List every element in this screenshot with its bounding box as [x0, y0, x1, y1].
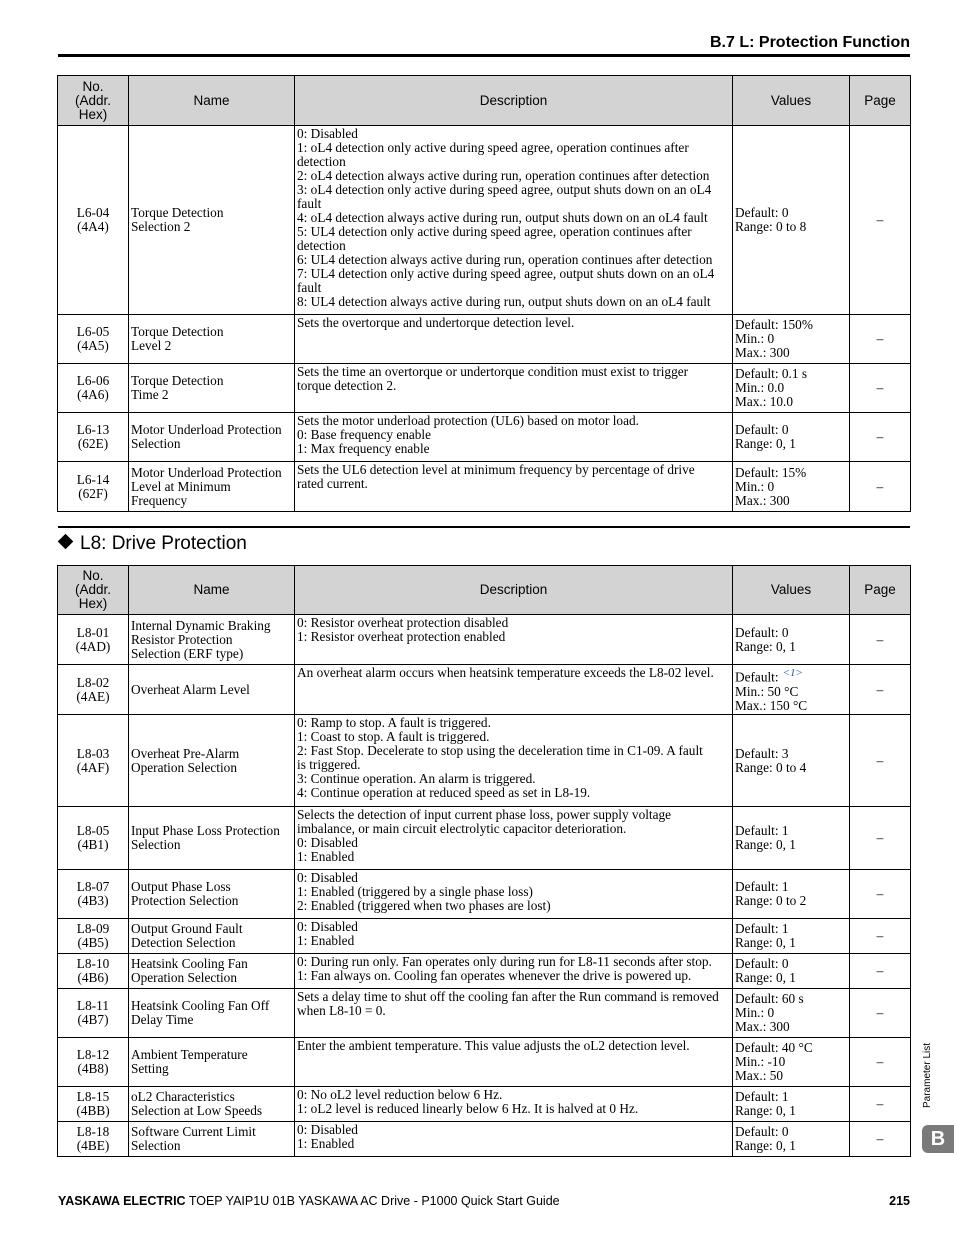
param-value-line: Min.: 0 [735, 1005, 775, 1020]
param-value-line: Default: 150% [735, 317, 813, 332]
param-number-cell [58, 1122, 129, 1157]
param-name-cell [129, 807, 295, 870]
param-number: L8-02 [76, 674, 110, 690]
param-address: (4A5) [77, 338, 109, 353]
param-description-line: imbalance, or main circuit electrolytic capacitor deterioration. [297, 821, 627, 836]
param-description-cell [295, 807, 733, 870]
col-header-no: No. (Addr. Hex) [58, 566, 129, 615]
param-values-cell [733, 1038, 850, 1087]
param-number: L6-14 [76, 471, 110, 487]
header-rule [58, 54, 910, 57]
param-name-cell [129, 954, 295, 989]
param-page-cell: – [850, 615, 911, 665]
param-name-line: Output Phase Loss [131, 879, 231, 894]
param-number-cell [58, 989, 129, 1038]
param-name-cell [129, 462, 295, 512]
param-description-line: 1: Enabled [297, 849, 355, 864]
param-description-line: Sets the time an overtorque or undertorque condition must exist to trigger [297, 364, 689, 379]
param-description-line: 0: Disabled [297, 835, 358, 850]
param-name-cell [129, 315, 295, 364]
param-number: L6-04 [76, 205, 110, 220]
param-name-line: Selection at Low Speeds [131, 1103, 263, 1118]
param-number-cell [58, 807, 129, 870]
param-number-cell [58, 126, 129, 315]
param-description-line: 3: oL4 detection only active during speed agree, output shuts down on an oL4 [297, 182, 712, 197]
param-number: L8-05 [76, 823, 110, 838]
param-number-cell [58, 919, 129, 954]
param-name-line: Frequency [131, 492, 188, 508]
l6-parameter-table [57, 75, 911, 512]
param-description-line: 1: Enabled [297, 1136, 355, 1151]
param-value-line: Range: 0 to 8 [735, 219, 807, 234]
param-address: (4B8) [77, 1061, 109, 1076]
param-value-line: Min.: 0 [735, 331, 775, 346]
footer-brand: YASKAWA ELECTRIC [58, 1194, 186, 1208]
param-value-line: Default: 0 [735, 956, 789, 971]
param-value-line: Range: 0, 1 [735, 638, 796, 654]
param-values-cell [733, 413, 850, 462]
param-address: (62E) [77, 436, 109, 451]
param-address: (4B6) [77, 970, 109, 985]
param-description-line: 1: Fan always on. Cooling fan operates whenever the drive is powered up. [297, 968, 692, 983]
param-address: (4B7) [77, 1012, 109, 1027]
param-name-line: Selection [131, 1138, 181, 1153]
param-value-line: Default: 15% [735, 464, 807, 480]
param-description-cell [295, 1122, 733, 1157]
param-address: (4A6) [77, 387, 109, 402]
param-description-line: fault [297, 196, 322, 211]
param-description-line: 8: UL4 detection always active during run, output shuts down on an oL4 fault [297, 294, 711, 309]
param-values-cell [733, 807, 850, 870]
param-description-line: 4: oL4 detection always active during run, output shuts down on an oL4 fault [297, 210, 708, 225]
diamond-bullet-icon [58, 534, 74, 550]
param-values-cell [733, 315, 850, 364]
param-name-line: Motor Underload Protection [131, 464, 282, 480]
param-number-cell [58, 665, 129, 715]
param-name-line: Detection Selection [131, 935, 236, 950]
footer-text [58, 1194, 560, 1208]
param-number: L8-01 [76, 624, 110, 640]
param-values-cell [733, 462, 850, 512]
param-description-line: rated current. [297, 476, 368, 491]
param-value-line: Range: 0 to 4 [735, 759, 807, 775]
param-value-line: Default: 1 [735, 823, 789, 838]
col-header-description: Description [295, 76, 733, 126]
param-number: L8-18 [76, 1124, 110, 1139]
param-description-line: 6: UL4 detection always active during run, operation continues after detection [297, 252, 713, 267]
param-description-line: 1: oL2 level is reduced linearly below 6 Hz. It is halved at 0 Hz. [297, 1101, 639, 1116]
param-description-cell [295, 919, 733, 954]
param-name-cell [129, 715, 295, 807]
param-value-line: Max.: 300 [735, 1019, 790, 1034]
param-value-line: Default: 0 [735, 1124, 789, 1139]
table-header-row [58, 566, 911, 615]
col-header-page: Page [850, 76, 911, 126]
param-page-cell: – [850, 126, 911, 315]
param-name-line: Protection Selection [131, 893, 239, 908]
param-page-cell: – [850, 413, 911, 462]
param-values-cell [733, 126, 850, 315]
param-description-line: 0: Resistor overheat protection disabled [297, 615, 509, 630]
param-values-cell [733, 919, 850, 954]
param-name-cell [129, 665, 295, 715]
col-header-values: Values [733, 76, 850, 126]
table-row [58, 1087, 911, 1122]
param-value-line: Range: 0 to 2 [735, 893, 807, 908]
param-description-cell [295, 413, 733, 462]
param-address: (4AF) [76, 759, 110, 775]
table-row [58, 126, 911, 315]
param-description-line: detection [297, 238, 346, 253]
param-name-cell [129, 919, 295, 954]
param-number: L8-11 [76, 998, 109, 1013]
l8-section-heading [58, 532, 247, 556]
param-number-cell [58, 1038, 129, 1087]
param-value-line: Range: 0, 1 [735, 1103, 796, 1118]
param-name-line: Level at Minimum [131, 478, 231, 494]
param-name-line: Time 2 [131, 387, 169, 402]
param-number: L6-06 [76, 373, 110, 388]
param-value-line: Range: 0, 1 [735, 935, 796, 950]
param-description-cell [295, 315, 733, 364]
param-description-line: 0: Ramp to stop. A fault is triggered. [297, 715, 491, 730]
param-page-cell: – [850, 665, 911, 715]
param-description-line: 3: Continue operation. An alarm is triggered. [297, 771, 536, 786]
param-description-line: Sets the UL6 detection level at minimum frequency by percentage of drive [297, 462, 695, 477]
param-description-line: 1: oL4 detection only active during speed agree, operation continues after [297, 140, 689, 155]
param-number-cell [58, 954, 129, 989]
param-name-line: Selection [131, 436, 181, 451]
col-header-name: Name [129, 566, 295, 615]
param-name-line: Internal Dynamic Braking [131, 617, 271, 633]
param-value-line: Range: 0, 1 [735, 1138, 796, 1153]
param-value-line: Default: 0.1 s [735, 366, 808, 381]
param-number: L8-07 [76, 879, 110, 894]
param-value-line: Range: 0, 1 [735, 436, 796, 451]
table-row [58, 615, 911, 665]
param-page-cell: – [850, 1038, 911, 1087]
table-row [58, 315, 911, 364]
param-name-cell [129, 126, 295, 315]
param-description-cell [295, 615, 733, 665]
param-address: (4B1) [77, 837, 109, 852]
param-name-line: Operation Selection [131, 970, 237, 985]
param-description-line: 1: Coast to stop. A fault is triggered. [297, 729, 490, 744]
col-header-page: Page [850, 566, 911, 615]
param-address: (4B5) [77, 935, 109, 950]
param-name-cell [129, 413, 295, 462]
param-page-cell: – [850, 364, 911, 413]
table-row [58, 413, 911, 462]
param-description-cell [295, 665, 733, 715]
param-description-line: Selects the detection of input current phase loss, power supply voltage [297, 807, 672, 822]
l8-parameter-table [57, 565, 911, 1157]
param-name-cell [129, 1087, 295, 1122]
param-page-cell: – [850, 1087, 911, 1122]
table-row [58, 1122, 911, 1157]
param-description-line: Sets the motor underload protection (UL6) based on motor load. [297, 413, 639, 428]
param-name-line: Heatsink Cooling Fan Off [131, 998, 270, 1013]
param-value-line: Default: 40 °C [735, 1040, 813, 1055]
param-name-line: Resistor Protection [131, 631, 233, 647]
param-page-cell: – [850, 1122, 911, 1157]
param-description-line: is triggered. [297, 757, 361, 772]
param-description-cell [295, 462, 733, 512]
param-values-cell [733, 615, 850, 665]
param-address: (4B3) [77, 893, 109, 908]
table-row [58, 665, 911, 715]
param-description-line: detection [297, 154, 346, 169]
param-value-line: Max.: 150 °C [735, 697, 808, 713]
param-value-line: Default: 1 [735, 1089, 789, 1104]
param-description-line: 1: Enabled [297, 933, 355, 948]
param-value-line: Max.: 10.0 [735, 394, 793, 409]
param-number: L8-12 [76, 1047, 110, 1062]
param-page-cell: – [850, 919, 911, 954]
table-row [58, 807, 911, 870]
param-value-line: Default: 1 [735, 921, 789, 936]
param-name-cell [129, 1122, 295, 1157]
param-description-cell [295, 1038, 733, 1087]
param-number-cell [58, 1087, 129, 1122]
param-description-line: 0: Disabled [297, 870, 358, 885]
param-value-line: Default: 1 [735, 879, 789, 894]
param-description-line: 2: Enabled (triggered when two phases are lost) [297, 898, 551, 913]
param-description-line: 2: oL4 detection always active during run, operation continues after detection [297, 168, 710, 183]
param-description-line: 4: Continue operation at reduced speed as set in L8-19. [297, 785, 591, 800]
param-name-line: Motor Underload Protection [131, 422, 282, 437]
param-description-line: fault [297, 280, 322, 295]
section-header-title: B.7 L: Protection Function [710, 34, 910, 51]
param-name-line: Torque Detection [131, 205, 224, 220]
param-description-line: 5: UL4 detection only active during speed agree, operation continues after [297, 224, 692, 239]
param-page-cell: – [850, 989, 911, 1038]
col-header-description: Description [295, 566, 733, 615]
footer-page-number: 215 [889, 1194, 910, 1208]
param-description-line: 0: Base frequency enable [297, 427, 432, 442]
param-description-line: Sets a delay time to shut off the cooling fan after the Run command is removed [297, 989, 719, 1004]
param-values-cell [733, 1087, 850, 1122]
param-name-line: Overheat Pre-Alarm [131, 745, 240, 761]
param-number-cell [58, 462, 129, 512]
param-values-cell [733, 870, 850, 919]
param-description-line: 0: No oL2 level reduction below 6 Hz. [297, 1087, 503, 1102]
param-description-line: 1: Resistor overheat protection enabled [297, 629, 506, 644]
param-address: (62F) [78, 485, 108, 501]
param-value-line: Min.: 0.0 [735, 380, 785, 395]
param-name-line: Heatsink Cooling Fan [131, 956, 248, 971]
param-name-line: Torque Detection [131, 373, 224, 388]
table-header-row [58, 76, 911, 126]
param-value-line: Default: $^{<1>}$ [735, 667, 803, 685]
param-name-cell [129, 870, 295, 919]
param-value-line: Range: 0, 1 [735, 970, 796, 985]
section-rule [58, 526, 910, 528]
param-description-line: 1: Enabled (triggered by a single phase loss) [297, 884, 533, 899]
param-number: L8-03 [76, 745, 110, 761]
param-number: L6-05 [76, 324, 110, 339]
param-number-cell [58, 315, 129, 364]
param-values-cell [733, 665, 850, 715]
param-description-line: 0: Disabled [297, 126, 358, 141]
param-number-cell [58, 870, 129, 919]
col-header-no: No. (Addr. Hex) [58, 76, 129, 126]
param-description-line: 0: Disabled [297, 1122, 358, 1137]
param-value-line: Min.: 0 [735, 478, 775, 494]
param-name-line: Setting [131, 1061, 169, 1076]
param-address: (4BB) [76, 1103, 110, 1118]
table-row [58, 870, 911, 919]
param-value-line: Default: 0 [735, 205, 789, 220]
table-row [58, 1038, 911, 1087]
param-number-cell [58, 364, 129, 413]
param-number-cell [58, 615, 129, 665]
param-value-line: Default: 3 [735, 745, 789, 761]
param-name-line: Selection [131, 837, 181, 852]
param-page-cell: – [850, 870, 911, 919]
param-description-cell [295, 715, 733, 807]
param-name-line: Software Current Limit [131, 1124, 256, 1139]
param-name-line: Ambient Temperature [131, 1047, 248, 1062]
param-page-cell: – [850, 807, 911, 870]
param-number-cell [58, 413, 129, 462]
param-value-line: Max.: 300 [735, 345, 790, 360]
param-values-cell [733, 954, 850, 989]
footnote-reference[interactable]: <1> [782, 667, 803, 680]
param-name-line: Output Ground Fault [131, 921, 243, 936]
param-address: (4BE) [76, 1138, 110, 1153]
param-description-cell [295, 364, 733, 413]
param-name-line: Operation Selection [131, 759, 237, 775]
col-header-name: Name [129, 76, 295, 126]
param-name-line: Overheat Alarm Level [131, 681, 250, 697]
param-values-cell [733, 1122, 850, 1157]
param-description-cell [295, 870, 733, 919]
param-value-line: Default: 60 s [735, 991, 804, 1006]
param-description-line: Enter the ambient temperature. This value adjusts the oL2 detection level. [297, 1038, 690, 1053]
param-description-line: torque detection 2. [297, 378, 397, 393]
param-page-cell: – [850, 315, 911, 364]
param-description-line: 0: Disabled [297, 919, 358, 934]
param-description-cell [295, 989, 733, 1038]
param-value-line: Max.: 50 [735, 1068, 784, 1083]
param-address: (4A4) [77, 219, 109, 234]
param-description-cell [295, 954, 733, 989]
param-number: L8-10 [76, 956, 110, 971]
table-row [58, 989, 911, 1038]
param-number: L8-15 [76, 1089, 110, 1104]
param-description-cell [295, 1087, 733, 1122]
param-value-line: Min.: -10 [735, 1054, 786, 1069]
param-value-line: Min.: 50 °C [735, 683, 799, 699]
footer-doc-title: TOEP YAIP1U 01B YASKAWA AC Drive - P1000 Quick Start Guide [185, 1194, 560, 1208]
param-value-line: Range: 0, 1 [735, 837, 796, 852]
col-header-values: Values [733, 566, 850, 615]
param-name-line: Level 2 [131, 338, 172, 353]
param-name-cell [129, 989, 295, 1038]
param-values-cell [733, 989, 850, 1038]
param-address: (4AD) [75, 638, 111, 654]
param-description-line: when L8-10 = 0. [297, 1003, 386, 1018]
param-number-cell [58, 715, 129, 807]
param-value-line: Default: 0 [735, 624, 789, 640]
param-description-line: Sets the overtorque and undertorque detection level. [297, 315, 575, 330]
table-row [58, 715, 911, 807]
param-name-cell [129, 364, 295, 413]
param-name-line: Selection 2 [131, 219, 191, 234]
param-page-cell: – [850, 715, 911, 807]
side-tab-label: Parameter List [922, 1042, 933, 1108]
table-row [58, 364, 911, 413]
param-number: L8-09 [76, 921, 110, 936]
param-name-line: Input Phase Loss Protection [131, 823, 280, 838]
l8-section-title: L8: Drive Protection [80, 533, 247, 554]
param-description-line: 7: UL4 detection only active during speed agree, output shuts down on an oL4 [297, 266, 715, 281]
param-values-cell [733, 364, 850, 413]
param-page-cell: – [850, 954, 911, 989]
param-description-cell [295, 126, 733, 315]
table-row [58, 462, 911, 512]
param-name-cell [129, 1038, 295, 1087]
param-name-line: Delay Time [131, 1012, 194, 1027]
param-description-line: 0: During run only. Fan operates only during run for L8-11 seconds after stop. [297, 954, 712, 969]
param-name-cell [129, 615, 295, 665]
param-values-cell [733, 715, 850, 807]
param-description-line: 2: Fast Stop. Decelerate to stop using the deceleration time in C1-09. A fault [297, 743, 703, 758]
param-name-line: Torque Detection [131, 324, 224, 339]
param-number: L6-13 [76, 422, 110, 437]
param-value-line: Max.: 300 [735, 492, 790, 508]
param-name-line: Selection (ERF type) [131, 645, 244, 661]
param-value-line: Default: 0 [735, 422, 789, 437]
param-address: (4AE) [76, 688, 110, 704]
side-tab-letter: B [922, 1125, 954, 1153]
table-row [58, 954, 911, 989]
param-description-line: An overheat alarm occurs when heatsink temperature exceeds the L8-02 level. [297, 665, 714, 680]
param-description-line: 1: Max frequency enable [297, 441, 430, 456]
table-row [58, 919, 911, 954]
param-page-cell: – [850, 462, 911, 512]
param-name-line: oL2 Characteristics [131, 1089, 235, 1104]
